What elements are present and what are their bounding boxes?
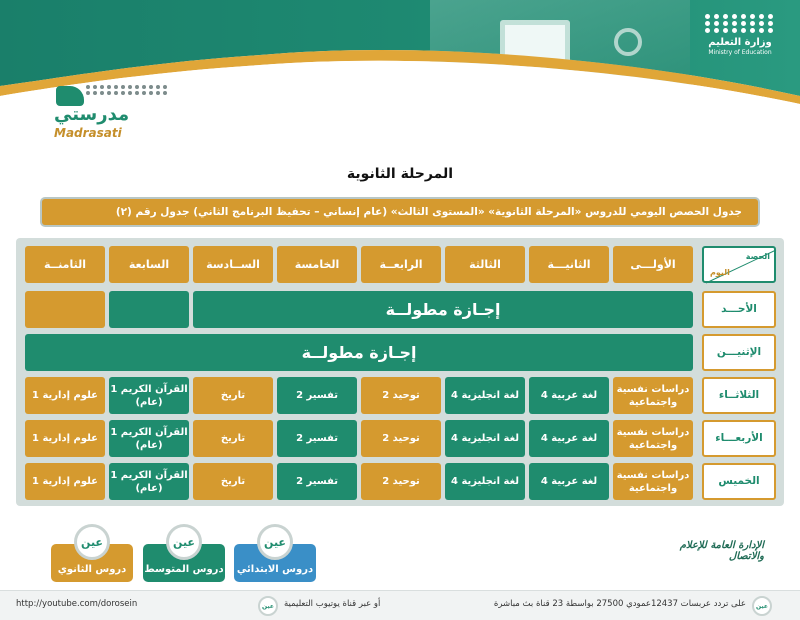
term-line: الفصل الأول 1443هـ: [524, 120, 670, 136]
day-label: الأحـــد: [702, 291, 776, 328]
middle-lessons-label: دروس المتوسط: [143, 544, 225, 582]
lesson-cell: توحيد 2: [361, 377, 441, 414]
ministry-dots-icon: [694, 14, 786, 33]
media-department-logo: الإدارة العامة للإعلام والاتصال: [679, 540, 764, 562]
ain-icon: عين: [74, 524, 110, 560]
period-header: الثانيـــة: [529, 246, 609, 283]
ain-icon: عين: [752, 596, 772, 616]
youtube-label: أو عبر قناة يوتيوب التعليمية: [284, 599, 381, 609]
day-label: الثلاثــاء: [702, 377, 776, 414]
ministry-name-ar: وزارة التعليم: [708, 37, 772, 48]
period-header: الرابعــة: [361, 246, 441, 283]
secondary-lessons-button[interactable]: [51, 524, 133, 582]
lesson-cell: تفسير 2: [277, 463, 357, 500]
schedule-table: [16, 238, 784, 506]
lesson-cell: علوم إدارية 1: [25, 420, 105, 457]
week-info: [520, 100, 670, 138]
period-header: الثامنــة: [25, 246, 105, 283]
lesson-cell: تاريخ: [193, 377, 273, 414]
empty-cell: [25, 291, 105, 328]
empty-cell: [109, 291, 189, 328]
ain-icon: عين: [166, 524, 202, 560]
logo-dots-icon: [86, 85, 168, 95]
ain-icon: عين: [258, 596, 278, 616]
period-header: الخامسة: [277, 246, 357, 283]
corner-header: [702, 246, 776, 283]
primary-lessons-label: دروس الابتدائي: [234, 544, 316, 582]
period-header: الســادسة: [193, 246, 273, 283]
lesson-cell: تفسير 2: [277, 420, 357, 457]
period-header: الأولـــى: [613, 246, 693, 283]
period-header: الثالثة: [445, 246, 525, 283]
lesson-cell: لغة انجليزية 4: [445, 377, 525, 414]
logo-text-ar: مدرستي: [54, 104, 130, 125]
lesson-cell: تفسير 2: [277, 377, 357, 414]
lesson-cell: تاريخ: [193, 420, 273, 457]
lesson-cell: لغة عربية 4: [529, 463, 609, 500]
satellite-frequency-text: على تردد عربسات 12437عمودي 27500 بواسطة 23 قناة بث مباشرة: [493, 599, 746, 609]
middle-lessons-button[interactable]: [143, 524, 225, 582]
schedule-banner: جدول الحصص اليومي للدروس «المرحلة الثانوية» «المستوى الثالث» (عام إنساني – تحفيظ البرنامج الثاني) جدول رقم (٢): [42, 199, 758, 225]
youtube-link[interactable]: http://youtube.com/dorosein: [16, 599, 138, 609]
day-label: الأربعـــاء: [702, 420, 776, 457]
secondary-lessons-label: دروس الثانوي: [51, 544, 133, 582]
logo-text-en: Madrasati: [54, 126, 122, 140]
week-line: الأسبوع السابع: [567, 101, 670, 117]
lesson-cell: علوم إدارية 1: [25, 463, 105, 500]
lesson-cell: القرآن الكريم 1 (عام): [109, 420, 189, 457]
page-title: المرحلة الثانوية: [346, 166, 454, 182]
ministry-logo: [694, 14, 786, 56]
lesson-cell: لغة عربية 4: [529, 420, 609, 457]
holiday-cell: إجـازة مطولــة: [193, 291, 693, 328]
lesson-cell: دراسات نفسية واجتماعية: [613, 463, 693, 500]
lesson-cell: دراسات نفسية واجتماعية: [613, 420, 693, 457]
corner-period-label: الحصة: [745, 252, 770, 261]
lesson-cell: لغة انجليزية 4: [445, 463, 525, 500]
period-header: السابعة: [109, 246, 189, 283]
madrasati-logo: [50, 82, 165, 142]
lesson-cell: توحيد 2: [361, 420, 441, 457]
ministry-name-en: Ministry of Education: [708, 49, 772, 56]
lesson-cell: القرآن الكريم 1 (عام): [109, 463, 189, 500]
ain-icon: عين: [257, 524, 293, 560]
lesson-cell: دراسات نفسية واجتماعية: [613, 377, 693, 414]
day-label: الخميس: [702, 463, 776, 500]
lesson-cell: لغة انجليزية 4: [445, 420, 525, 457]
board-icon: [56, 86, 84, 106]
corner-day-label: اليوم: [710, 268, 730, 277]
lesson-cell: القرآن الكريم 1 (عام): [109, 377, 189, 414]
primary-lessons-button[interactable]: [234, 524, 316, 582]
lesson-cell: تاريخ: [193, 463, 273, 500]
holiday-cell: إجـازة مطولــة: [25, 334, 693, 371]
footer-bar: [0, 590, 800, 620]
lesson-cell: توحيد 2: [361, 463, 441, 500]
lesson-cell: علوم إدارية 1: [25, 377, 105, 414]
day-label: الإثنيـــن: [702, 334, 776, 371]
lesson-cell: لغة عربية 4: [529, 377, 609, 414]
